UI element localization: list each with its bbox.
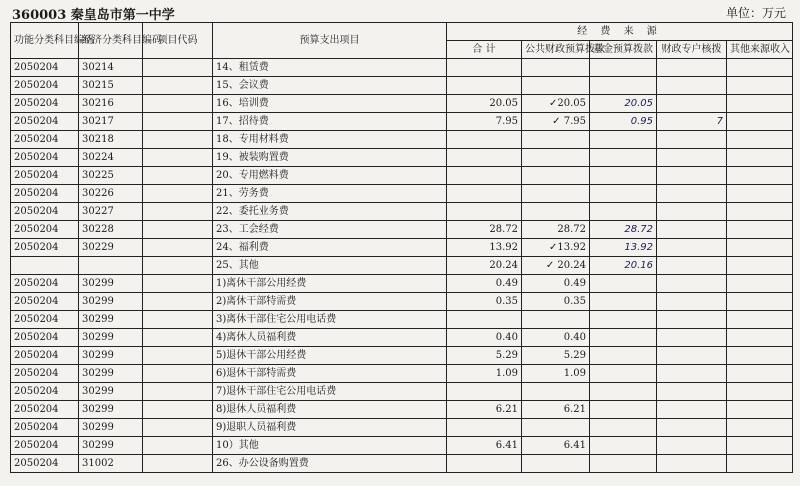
func-code-cell: 2050204	[11, 113, 79, 131]
econ-code-cell: 30299	[79, 275, 143, 293]
public-finance-cell: ✓ 20.24	[522, 257, 590, 275]
other-income-cell	[727, 275, 793, 293]
org-title: 360003 秦皇岛市第一中学	[12, 8, 175, 23]
special-account-cell	[657, 167, 727, 185]
public-finance-cell: 1.09	[522, 365, 590, 383]
func-code-cell: 2050204	[11, 383, 79, 401]
total-cell: 1.09	[447, 365, 522, 383]
header-project-code: 项目代码	[143, 23, 213, 59]
other-income-cell	[727, 239, 793, 257]
total-cell: 0.40	[447, 329, 522, 347]
table-row	[11, 365, 793, 383]
econ-code-cell: 30228	[79, 221, 143, 239]
func-code-cell: 2050204	[11, 185, 79, 203]
item-name-cell: 15、会议费	[213, 77, 447, 95]
budget-table	[10, 22, 793, 473]
special-account-cell	[657, 275, 727, 293]
special-account-cell	[657, 221, 727, 239]
table-row	[11, 293, 793, 311]
header-func-code: 功能分类科目编码	[11, 23, 79, 59]
special-account-cell	[657, 77, 727, 95]
header-funding-source: 经 费 来 源	[447, 23, 793, 41]
other-income-cell	[727, 131, 793, 149]
public-finance-cell	[522, 131, 590, 149]
total-cell	[447, 185, 522, 203]
fund-budget-cell	[590, 203, 657, 221]
special-account-cell	[657, 329, 727, 347]
func-code-cell: 2050204	[11, 311, 79, 329]
item-name-cell: 14、租赁费	[213, 59, 447, 77]
func-code-cell: 2050204	[11, 239, 79, 257]
econ-code-cell: 30229	[79, 239, 143, 257]
total-cell	[447, 167, 522, 185]
fund-budget-cell	[590, 419, 657, 437]
econ-code-cell: 30215	[79, 77, 143, 95]
special-account-cell	[657, 203, 727, 221]
fund-budget-cell	[590, 437, 657, 455]
other-income-cell	[727, 311, 793, 329]
econ-code-cell: 30299	[79, 311, 143, 329]
public-finance-cell	[522, 383, 590, 401]
project-code-cell	[143, 347, 213, 365]
econ-code-cell: 31002	[79, 455, 143, 473]
special-account-cell	[657, 437, 727, 455]
func-code-cell: 2050204	[11, 401, 79, 419]
econ-code-cell: 30299	[79, 293, 143, 311]
item-name-cell: 6)退休干部特需费	[213, 365, 447, 383]
func-code-cell: 2050204	[11, 149, 79, 167]
special-account-cell: 7	[657, 113, 727, 131]
item-name-cell: 21、劳务费	[213, 185, 447, 203]
special-account-cell	[657, 455, 727, 473]
item-name-cell: 3)离休干部住宅公用电话费	[213, 311, 447, 329]
item-name-cell: 23、工会经费	[213, 221, 447, 239]
table-row	[11, 113, 793, 131]
table-row	[11, 257, 793, 275]
item-name-cell: 5)退休干部公用经费	[213, 347, 447, 365]
fund-budget-cell	[590, 275, 657, 293]
table-row	[11, 347, 793, 365]
unit-label: 单位：万元	[725, 6, 786, 20]
econ-code-cell: 30299	[79, 401, 143, 419]
project-code-cell	[143, 329, 213, 347]
item-name-cell: 10）其他	[213, 437, 447, 455]
econ-code-cell: 30217	[79, 113, 143, 131]
other-income-cell	[727, 149, 793, 167]
total-cell: 20.05	[447, 95, 522, 113]
fund-budget-cell	[590, 131, 657, 149]
fund-budget-cell: 13.92	[590, 239, 657, 257]
func-code-cell: 2050204	[11, 275, 79, 293]
project-code-cell	[143, 257, 213, 275]
total-cell	[447, 131, 522, 149]
header-public-finance: 公共财政预算拨款	[522, 41, 590, 59]
econ-code-cell: 30224	[79, 149, 143, 167]
other-income-cell	[727, 383, 793, 401]
table-row	[11, 383, 793, 401]
table-row	[11, 275, 793, 293]
header-econ-code: 经济分类科目编码	[79, 23, 143, 59]
public-finance-cell: 6.21	[522, 401, 590, 419]
budget-rows	[11, 59, 793, 473]
total-cell: 6.21	[447, 401, 522, 419]
project-code-cell	[143, 203, 213, 221]
public-finance-cell: ✓20.05	[522, 95, 590, 113]
item-name-cell: 24、福利费	[213, 239, 447, 257]
item-name-cell: 7)退休干部住宅公用电话费	[213, 383, 447, 401]
project-code-cell	[143, 401, 213, 419]
total-cell	[447, 77, 522, 95]
fund-budget-cell	[590, 59, 657, 77]
fund-budget-cell	[590, 293, 657, 311]
total-cell	[447, 419, 522, 437]
table-row	[11, 455, 793, 473]
project-code-cell	[143, 311, 213, 329]
item-name-cell: 22、委托业务费	[213, 203, 447, 221]
table-row	[11, 77, 793, 95]
project-code-cell	[143, 275, 213, 293]
special-account-cell	[657, 257, 727, 275]
fund-budget-cell	[590, 383, 657, 401]
other-income-cell	[727, 347, 793, 365]
project-code-cell	[143, 455, 213, 473]
other-income-cell	[727, 167, 793, 185]
fund-budget-cell	[590, 347, 657, 365]
other-income-cell	[727, 59, 793, 77]
item-name-cell: 19、被装购置费	[213, 149, 447, 167]
public-finance-cell	[522, 203, 590, 221]
table-row	[11, 221, 793, 239]
item-name-cell: 16、培训费	[213, 95, 447, 113]
other-income-cell	[727, 365, 793, 383]
econ-code-cell: 30218	[79, 131, 143, 149]
public-finance-cell: ✓ 7.95	[522, 113, 590, 131]
func-code-cell	[11, 257, 79, 275]
fund-budget-cell	[590, 77, 657, 95]
func-code-cell: 2050204	[11, 77, 79, 95]
func-code-cell: 2050204	[11, 419, 79, 437]
econ-code-cell: 30299	[79, 419, 143, 437]
project-code-cell	[143, 59, 213, 77]
econ-code-cell: 30299	[79, 383, 143, 401]
table-row	[11, 239, 793, 257]
total-cell	[447, 455, 522, 473]
public-finance-cell: 6.41	[522, 437, 590, 455]
table-row	[11, 401, 793, 419]
table-row	[11, 437, 793, 455]
special-account-cell	[657, 365, 727, 383]
public-finance-cell: ✓13.92	[522, 239, 590, 257]
project-code-cell	[143, 239, 213, 257]
project-code-cell	[143, 149, 213, 167]
table-row	[11, 203, 793, 221]
public-finance-cell: 0.35	[522, 293, 590, 311]
item-name-cell: 18、专用材料费	[213, 131, 447, 149]
func-code-cell: 2050204	[11, 329, 79, 347]
other-income-cell	[727, 113, 793, 131]
econ-code-cell	[79, 257, 143, 275]
econ-code-cell: 30216	[79, 95, 143, 113]
project-code-cell	[143, 113, 213, 131]
item-name-cell: 2)离休干部特需费	[213, 293, 447, 311]
special-account-cell	[657, 95, 727, 113]
fund-budget-cell	[590, 401, 657, 419]
fund-budget-cell	[590, 167, 657, 185]
item-name-cell: 4)离休人员福利费	[213, 329, 447, 347]
special-account-cell	[657, 383, 727, 401]
header-total: 合 计	[447, 41, 522, 59]
func-code-cell: 2050204	[11, 455, 79, 473]
special-account-cell	[657, 311, 727, 329]
func-code-cell: 2050204	[11, 437, 79, 455]
total-cell: 0.49	[447, 275, 522, 293]
fund-budget-cell: 20.16	[590, 257, 657, 275]
table-row	[11, 167, 793, 185]
total-cell: 13.92	[447, 239, 522, 257]
econ-code-cell: 30299	[79, 365, 143, 383]
table-row	[11, 59, 793, 77]
item-name-cell: 1)离休干部公用经费	[213, 275, 447, 293]
special-account-cell	[657, 419, 727, 437]
total-cell	[447, 149, 522, 167]
total-cell: 0.35	[447, 293, 522, 311]
func-code-cell: 2050204	[11, 293, 79, 311]
table-row	[11, 149, 793, 167]
public-finance-cell	[522, 77, 590, 95]
econ-code-cell: 30299	[79, 347, 143, 365]
item-name-cell: 17、招待费	[213, 113, 447, 131]
total-cell: 28.72	[447, 221, 522, 239]
fund-budget-cell	[590, 311, 657, 329]
public-finance-cell	[522, 455, 590, 473]
func-code-cell: 2050204	[11, 59, 79, 77]
other-income-cell	[727, 455, 793, 473]
project-code-cell	[143, 419, 213, 437]
item-name-cell: 25、其他	[213, 257, 447, 275]
table-row	[11, 329, 793, 347]
func-code-cell: 2050204	[11, 365, 79, 383]
fund-budget-cell	[590, 185, 657, 203]
other-income-cell	[727, 419, 793, 437]
table-row	[11, 185, 793, 203]
project-code-cell	[143, 185, 213, 203]
other-income-cell	[727, 401, 793, 419]
special-account-cell	[657, 239, 727, 257]
fund-budget-cell: 0.95	[590, 113, 657, 131]
total-cell: 7.95	[447, 113, 522, 131]
other-income-cell	[727, 257, 793, 275]
project-code-cell	[143, 365, 213, 383]
other-income-cell	[727, 329, 793, 347]
func-code-cell: 2050204	[11, 203, 79, 221]
special-account-cell	[657, 293, 727, 311]
project-code-cell	[143, 77, 213, 95]
econ-code-cell: 30299	[79, 437, 143, 455]
table-row	[11, 419, 793, 437]
func-code-cell: 2050204	[11, 95, 79, 113]
item-name-cell: 9)退职人员福利费	[213, 419, 447, 437]
project-code-cell	[143, 167, 213, 185]
other-income-cell	[727, 185, 793, 203]
special-account-cell	[657, 401, 727, 419]
public-finance-cell: 0.49	[522, 275, 590, 293]
func-code-cell: 2050204	[11, 347, 79, 365]
special-account-cell	[657, 185, 727, 203]
econ-code-cell: 30299	[79, 329, 143, 347]
table-row	[11, 131, 793, 149]
special-account-cell	[657, 347, 727, 365]
total-cell	[447, 59, 522, 77]
econ-code-cell: 30225	[79, 167, 143, 185]
total-cell: 6.41	[447, 437, 522, 455]
public-finance-cell: 28.72	[522, 221, 590, 239]
total-cell	[447, 383, 522, 401]
other-income-cell	[727, 221, 793, 239]
project-code-cell	[143, 221, 213, 239]
total-cell: 20.24	[447, 257, 522, 275]
special-account-cell	[657, 131, 727, 149]
total-cell: 5.29	[447, 347, 522, 365]
public-finance-cell	[522, 311, 590, 329]
other-income-cell	[727, 77, 793, 95]
special-account-cell	[657, 149, 727, 167]
fund-budget-cell	[590, 149, 657, 167]
header-fund-budget: 基金预算拨款	[590, 41, 657, 59]
special-account-cell	[657, 59, 727, 77]
public-finance-cell	[522, 419, 590, 437]
fund-budget-cell	[590, 329, 657, 347]
total-cell	[447, 203, 522, 221]
func-code-cell: 2050204	[11, 221, 79, 239]
econ-code-cell: 30226	[79, 185, 143, 203]
item-name-cell: 26、办公设备购置费	[213, 455, 447, 473]
public-finance-cell: 5.29	[522, 347, 590, 365]
public-finance-cell	[522, 185, 590, 203]
func-code-cell: 2050204	[11, 131, 79, 149]
table-row	[11, 311, 793, 329]
func-code-cell: 2050204	[11, 167, 79, 185]
other-income-cell	[727, 203, 793, 221]
project-code-cell	[143, 293, 213, 311]
total-cell	[447, 311, 522, 329]
header-item: 预算支出项目	[213, 23, 447, 59]
other-income-cell	[727, 437, 793, 455]
public-finance-cell	[522, 149, 590, 167]
header-special-account: 财政专户核拨	[657, 41, 727, 59]
fund-budget-cell	[590, 365, 657, 383]
econ-code-cell: 30227	[79, 203, 143, 221]
project-code-cell	[143, 95, 213, 113]
fund-budget-cell	[590, 455, 657, 473]
project-code-cell	[143, 131, 213, 149]
econ-code-cell: 30214	[79, 59, 143, 77]
other-income-cell	[727, 95, 793, 113]
other-income-cell	[727, 293, 793, 311]
item-name-cell: 20、专用燃料费	[213, 167, 447, 185]
public-finance-cell	[522, 59, 590, 77]
public-finance-cell: 0.40	[522, 329, 590, 347]
item-name-cell: 8)退休人员福利费	[213, 401, 447, 419]
project-code-cell	[143, 437, 213, 455]
fund-budget-cell: 20.05	[590, 95, 657, 113]
public-finance-cell	[522, 167, 590, 185]
header-other-income: 其他来源收入	[727, 41, 793, 59]
fund-budget-cell: 28.72	[590, 221, 657, 239]
project-code-cell	[143, 383, 213, 401]
table-row	[11, 95, 793, 113]
